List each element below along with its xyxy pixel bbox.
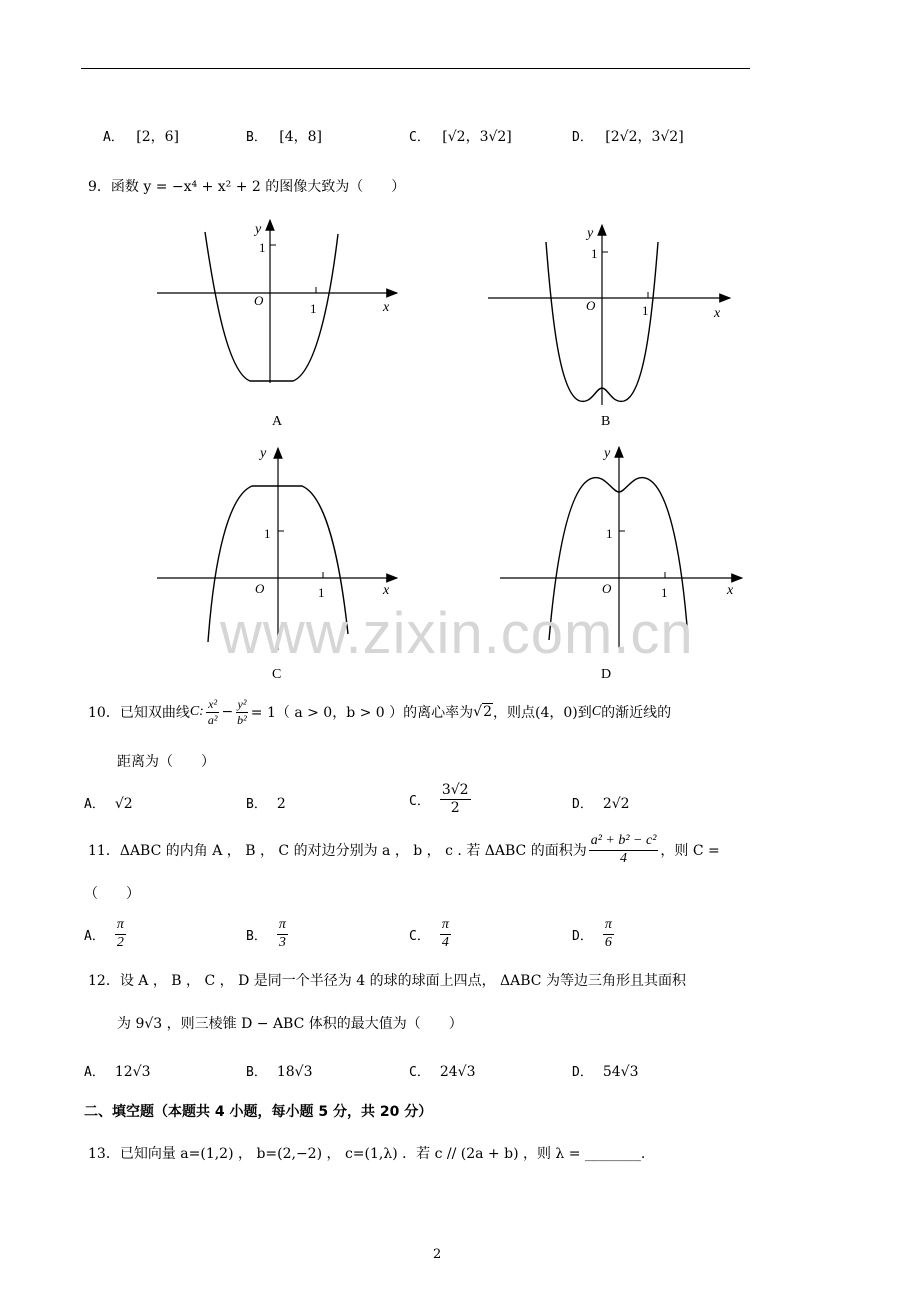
q8-option-c[interactable]: C． [√2，3√2] (409, 129, 512, 145)
q9-stem: 9．函数 y = −x⁴ + x² + 2 的图像大致为（ ） (88, 179, 406, 195)
q8-option-d[interactable]: D． [2√2，3√2] (572, 129, 684, 145)
q10-option-d[interactable]: D． 2√2 (572, 796, 630, 812)
graph-b-tick-x: 1 (642, 303, 649, 318)
graph-b[interactable] (488, 225, 730, 429)
q12-option-a[interactable]: A． 12√3 (84, 1064, 151, 1080)
graph-b-x-label: x (714, 306, 721, 321)
graph-d-tick-y: 1 (606, 526, 613, 541)
graph-c-origin: O (255, 581, 265, 596)
section-heading: 二、填空题（本题共 4 小题，每小题 5 分，共 20 分） (84, 1104, 433, 1120)
graph-b-tick-y: 1 (591, 246, 598, 261)
q10-stem: 10． 已知双曲线 C: $\frac{\text{x²}}{\text{a²}}$ − $\frac{\text{y²}}{\text{b²}}$ = 1（ a > 0，b > 0 ）的离心率为 √2 ，则点 (4，0) 到 C 的渐近线的 (88, 697, 672, 727)
graph-b-y-label: y (587, 226, 594, 241)
graph-a-x-label: x (383, 300, 390, 315)
graph-d-origin: O (602, 581, 612, 596)
q10-option-a[interactable]: A． √2 (84, 796, 133, 812)
q11-option-c[interactable]: C． $\frac{\pi}{4}$ (409, 917, 449, 950)
q12-option-b[interactable]: B． 18√3 (246, 1064, 313, 1080)
graph-a-y-label: y (255, 222, 262, 237)
q12-option-c[interactable]: C． 24√3 (409, 1064, 476, 1080)
graph-d-label: D (601, 667, 612, 682)
graph-b-origin: O (586, 298, 596, 313)
q12-option-d[interactable]: D． 54√3 (572, 1064, 639, 1080)
graph-a[interactable] (157, 220, 397, 429)
q13-stem: 13．已知向量 a=(1,2) ， b=(2,−2) ， c=(1,λ) ．若 c // (2a + b) ，则 λ = ________. (88, 1146, 646, 1162)
q10-stem-line2: 距离为（ ） (117, 754, 215, 770)
q8-option-b[interactable]: B． [4，8] (246, 129, 323, 145)
graph-c-tick-y: 1 (264, 526, 271, 541)
graph-a-tick-y: 1 (259, 240, 266, 255)
graph-a-tick-x: 1 (310, 301, 317, 316)
graph-c-label: C (272, 667, 282, 682)
graph-d-y-label: y (604, 446, 611, 461)
q12-stem: 12．设 A ， B ， C ， D 是同一个半径为 4 的球的球面上四点， ΔABC 为等边三角形且其面积 (88, 973, 686, 989)
page-number: 2 (433, 1247, 442, 1262)
q11-option-d[interactable]: D． $\frac{\pi}{6}$ (572, 917, 612, 950)
graph-a-origin: O (254, 293, 264, 308)
q10-option-b[interactable]: B． 2 (246, 796, 286, 812)
q8-option-a[interactable]: A． [2，6] (103, 129, 180, 145)
q12-stem-line2: 为 9√3 ，则三棱锥 D − ABC 体积的最大值为（ ） (117, 1016, 463, 1032)
graph-c-tick-x: 1 (318, 585, 325, 600)
graph-b-label: B (601, 414, 611, 429)
q11-option-a[interactable]: A． $\frac{\pi}{2}$ (84, 917, 124, 950)
graph-c-x-label: x (383, 583, 390, 598)
watermark: www.zixin.com.cn (220, 601, 694, 666)
graph-d-tick-x: 1 (661, 585, 668, 600)
q11-paren: （ ） (84, 886, 140, 902)
q10-option-c[interactable]: C． $\frac{3√2}{2}$ (409, 782, 469, 816)
graph-a-label: A (272, 414, 283, 429)
graph-d-x-label: x (727, 583, 734, 598)
q11-stem: 11． ΔABC 的内角 A ， B ， C 的对边分别为 a ， b ， c . 若 ΔABC 的面积为 $\frac{\text{a² + b² − c²}}{4}$ ，则 C = (88, 833, 720, 866)
graph-c-y-label: y (260, 446, 267, 461)
q11-option-b[interactable]: B． $\frac{\pi}{3}$ (246, 917, 286, 950)
